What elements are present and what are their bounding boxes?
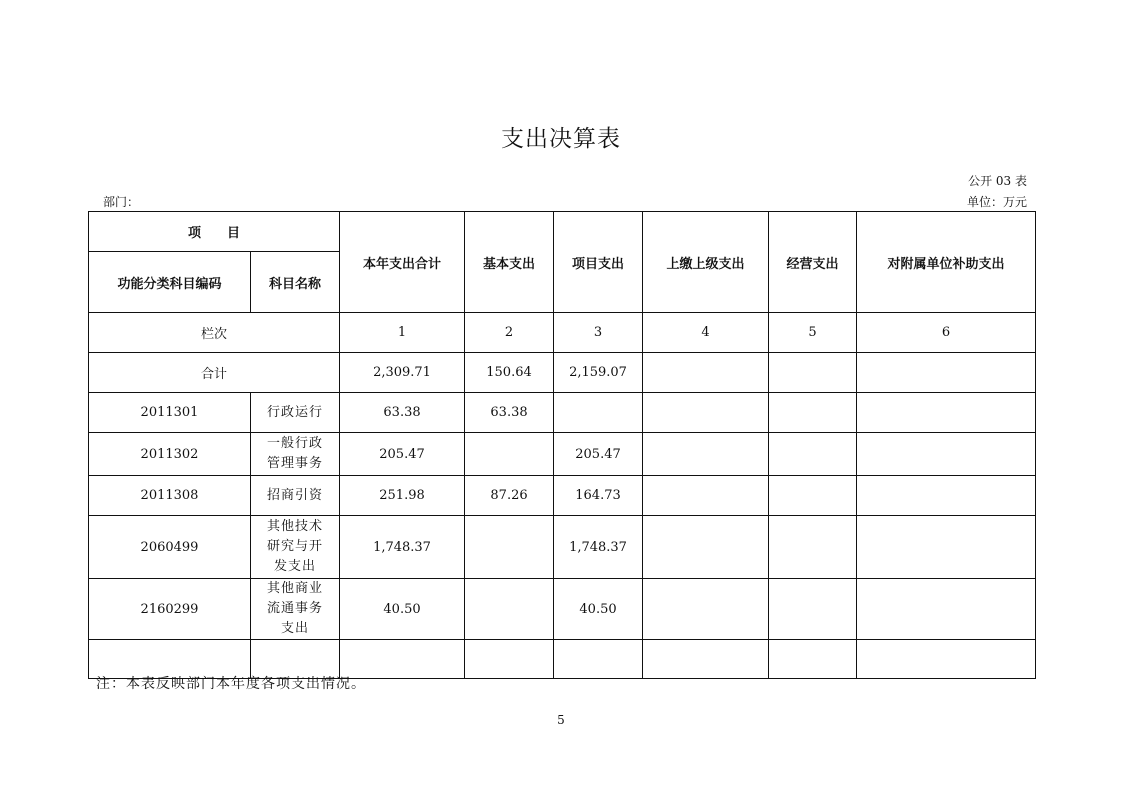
row-code: 2011308 (89, 476, 251, 516)
row-value (857, 476, 1036, 516)
row-code: 2011302 (89, 433, 251, 476)
row-value: 63.38 (340, 393, 465, 433)
row-code: 2011301 (89, 393, 251, 433)
table-note: 注：本表反映部门本年度各项支出情况。 (96, 676, 366, 692)
header-col-subsidy: 对附属单位补助支出 (857, 212, 1036, 313)
row-value: 1,748.37 (554, 516, 643, 579)
row-value: 40.50 (554, 579, 643, 640)
row-value (857, 433, 1036, 476)
table-row (89, 476, 1036, 516)
column-number-row (89, 313, 1036, 353)
total-value (769, 353, 857, 393)
total-value: 2,159.07 (554, 353, 643, 393)
row-value (769, 433, 857, 476)
column-number: 3 (554, 313, 643, 353)
row-value (769, 579, 857, 640)
column-number: 1 (340, 313, 465, 353)
row-value (643, 640, 769, 679)
row-value (857, 516, 1036, 579)
column-number: 2 (465, 313, 554, 353)
total-label: 合计 (89, 353, 340, 393)
row-value: 164.73 (554, 476, 643, 516)
row-value (554, 640, 643, 679)
header-col-business: 经营支出 (769, 212, 857, 313)
total-value: 150.64 (465, 353, 554, 393)
row-value (769, 393, 857, 433)
row-value (643, 393, 769, 433)
row-value (643, 516, 769, 579)
table-row (89, 433, 1036, 476)
row-code: 2060499 (89, 516, 251, 579)
row-name: 招商引资 (251, 476, 340, 516)
header-code: 功能分类科目编码 (89, 252, 251, 313)
row-name: 其他商业流通事务支出 (251, 579, 340, 640)
header-col-project: 项目支出 (554, 212, 643, 313)
row-value: 205.47 (554, 433, 643, 476)
unit-label: 单位：万元 (966, 195, 1027, 209)
header-item: 项 目 (89, 212, 340, 252)
table-row (89, 516, 1036, 579)
column-number-label: 栏次 (89, 313, 340, 353)
row-code: 2160299 (89, 579, 251, 640)
row-value (465, 433, 554, 476)
form-number: 公开 03 表 (968, 174, 1027, 188)
table-row (89, 579, 1036, 640)
row-value (643, 433, 769, 476)
page-number: 5 (557, 713, 565, 727)
column-number: 4 (643, 313, 769, 353)
header-col-total: 本年支出合计 (340, 212, 465, 313)
row-value (643, 579, 769, 640)
row-name: 其他技术研究与开发支出 (251, 516, 340, 579)
row-value (769, 640, 857, 679)
row-value: 63.38 (465, 393, 554, 433)
row-value: 40.50 (340, 579, 465, 640)
header-name: 科目名称 (251, 252, 340, 313)
row-value: 1,748.37 (340, 516, 465, 579)
row-name: 一般行政管理事务 (251, 433, 340, 476)
expenditure-table (88, 211, 1036, 679)
row-value: 87.26 (465, 476, 554, 516)
department-label: 部门： (103, 195, 140, 209)
row-value (465, 516, 554, 579)
row-value (857, 640, 1036, 679)
total-value (857, 353, 1036, 393)
row-name: 行政运行 (251, 393, 340, 433)
row-value (465, 640, 554, 679)
total-value (643, 353, 769, 393)
total-value: 2,309.71 (340, 353, 465, 393)
header-col-basic: 基本支出 (465, 212, 554, 313)
row-value: 251.98 (340, 476, 465, 516)
page-title: 支出决算表 (501, 126, 621, 152)
row-value (857, 393, 1036, 433)
row-value (857, 579, 1036, 640)
total-row (89, 353, 1036, 393)
column-number: 5 (769, 313, 857, 353)
row-value: 205.47 (340, 433, 465, 476)
column-number: 6 (857, 313, 1036, 353)
row-value (643, 476, 769, 516)
row-value (554, 393, 643, 433)
row-value (465, 579, 554, 640)
row-value (769, 476, 857, 516)
header-col-remit: 上缴上级支出 (643, 212, 769, 313)
row-value (769, 516, 857, 579)
table-row (89, 393, 1036, 433)
